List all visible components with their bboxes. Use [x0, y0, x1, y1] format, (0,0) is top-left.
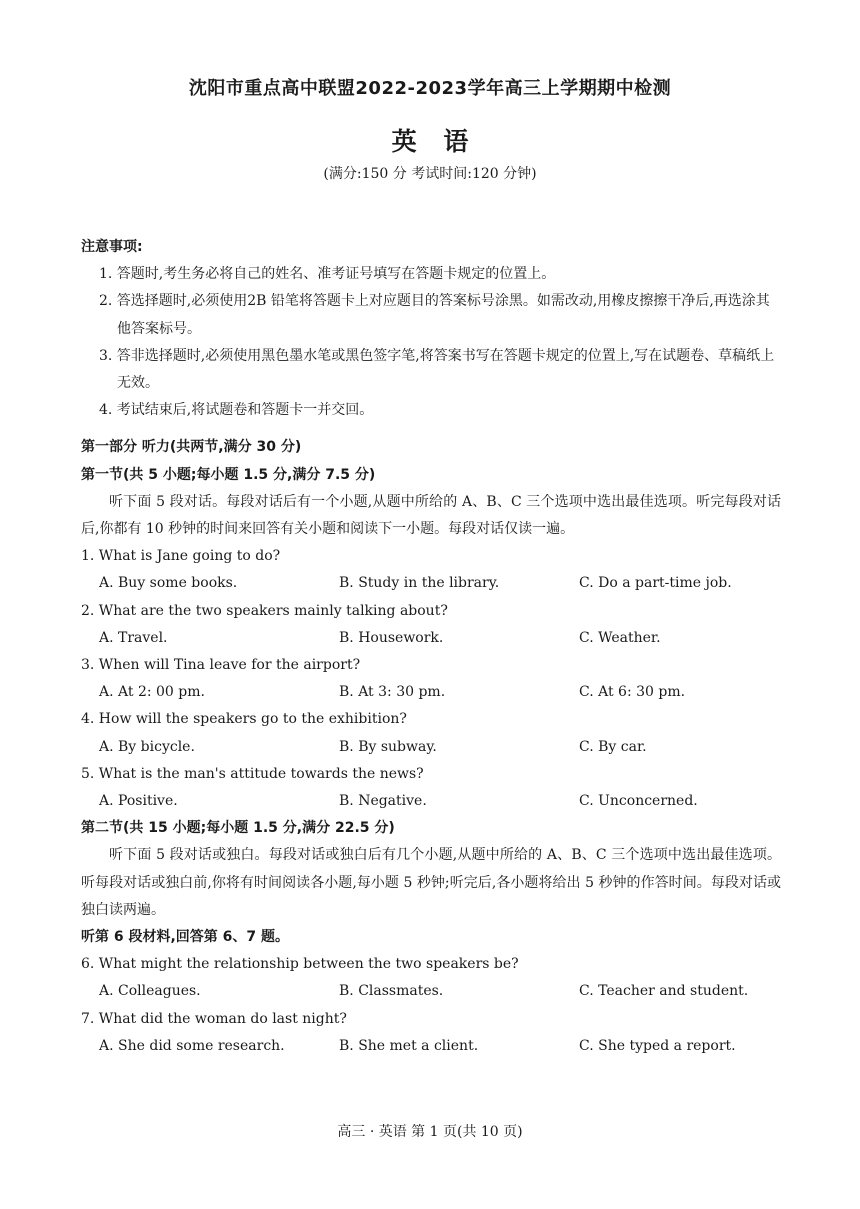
notice-item: 4. 考试结束后,将试题卷和答题卡一并交回。: [99, 402, 374, 419]
notice-item: 3. 答非选择题时,必须使用黑色墨水笔或黑色签字笔,将答案书写在答题卡规定的位置上,写在试题卷、草稿纸上无效。: [99, 347, 775, 392]
section2-instructions: 听下面 5 段对话或独白。每段对话或独白后有几个小题,从题中所给的 A、B、C 三个选项中选出最佳选项。听每段对话或独白前,你将有时间阅读各小题,每小题 5 秒钟;听完后,各小题将给出 5 秒钟的作答时间。每段对话或独白读两遍。: [81, 847, 781, 918]
option-c: C. Unconcerned.: [579, 793, 698, 810]
question-options: [81, 734, 781, 761]
option-b: B. By subway.: [339, 738, 437, 755]
section2-heading: 第二节(共 15 小题;每小题 1.5 分,满分 22.5 分): [81, 820, 395, 837]
option-a: A. By bicycle.: [99, 738, 195, 755]
exam-info: (满分:150 分 考试时间:120 分钟): [323, 166, 537, 182]
subject-title: 英 语: [391, 127, 469, 156]
option-a: A. Colleagues.: [99, 983, 201, 1000]
section1-instructions: 听下面 5 段对话。每段对话后有一个小题,从题中所给的 A、B、C 三个选项中选出最佳选项。听完每段对话后,你都有 10 秒钟的时间来回答有关小题和阅读下一小题。每段对话仅读一遍。: [81, 493, 781, 538]
option-a: A. She did some research.: [99, 1037, 285, 1054]
question-block: [81, 761, 781, 815]
question-options: [81, 788, 781, 815]
question-text: 6. What might the relationship between the two speakers be?: [81, 956, 519, 973]
option-a: A. At 2: 00 pm.: [99, 684, 205, 701]
notice-item: 2. 答选择题时,必须使用2B 铅笔将答题卡上对应题目的答案标号涂黑。如需改动,用橡皮擦擦干净后,再选涂其他答案标号。: [99, 293, 770, 337]
question-options: [81, 1033, 781, 1060]
option-b: B. Study in the library.: [339, 575, 500, 592]
part1-heading: 第一部分 听力(共两节,满分 30 分): [81, 439, 302, 456]
material-heading: 听第 6 段材料,回答第 6、7 题。: [81, 929, 290, 946]
page-footer: 高三 · 英语 第 1 页(共 10 页): [337, 1124, 523, 1140]
question-block: [81, 652, 781, 706]
question-options: [81, 570, 781, 597]
question-options: [81, 978, 781, 1005]
option-b: B. Housework.: [339, 629, 444, 646]
section1-heading: 第一节(共 5 小题;每小题 1.5 分,满分 7.5 分): [81, 466, 376, 483]
option-c: C. Do a part-time job.: [579, 575, 732, 592]
question-text: 7. What did the woman do last night?: [81, 1010, 347, 1027]
question-text: 3. When will Tina leave for the airport?: [81, 657, 361, 674]
option-c: C. By car.: [579, 738, 647, 755]
question-text: 1. What is Jane going to do?: [81, 548, 281, 565]
exam-title: 沈阳市重点高中联盟2022-2023学年高三上学期期中检测: [188, 78, 672, 99]
option-a: A. Positive.: [99, 793, 178, 810]
option-a: A. Travel.: [99, 629, 168, 646]
option-b: B. She met a client.: [339, 1037, 479, 1054]
option-b: B. Negative.: [339, 793, 427, 810]
option-b: B. Classmates.: [339, 983, 444, 1000]
question-text: 4. How will the speakers go to the exhibition?: [81, 711, 407, 728]
question-block: [81, 598, 781, 652]
question-block: [81, 951, 781, 1005]
option-c: C. She typed a report.: [579, 1037, 736, 1054]
option-c: C. Teacher and student.: [579, 983, 749, 1000]
question-text: 2. What are the two speakers mainly talking about?: [81, 602, 448, 619]
option-b: B. At 3: 30 pm.: [339, 684, 446, 701]
notice-heading: 注意事项:: [81, 239, 143, 255]
question-block: [81, 706, 781, 760]
question-block: [81, 1006, 781, 1060]
question-block: [81, 543, 781, 597]
option-c: C. Weather.: [579, 629, 661, 646]
option-c: C. At 6: 30 pm.: [579, 684, 686, 701]
option-a: A. Buy some books.: [99, 575, 238, 592]
exam-content: [81, 234, 781, 1060]
question-text: 5. What is the man's attitude towards the news?: [81, 765, 424, 782]
question-options: [81, 625, 781, 652]
notice-item: 1. 答题时,考生务必将自己的姓名、准考证号填写在答题卡规定的位置上。: [99, 266, 556, 283]
question-options: [81, 679, 781, 706]
